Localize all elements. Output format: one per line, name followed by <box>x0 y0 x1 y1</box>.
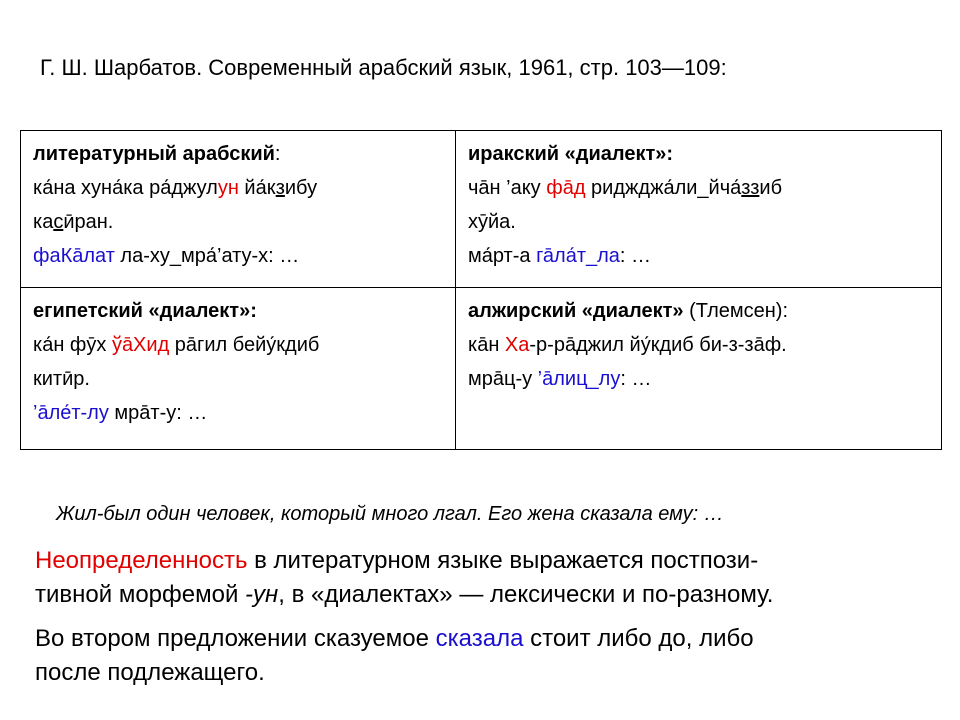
underlined-letter: зз <box>741 177 760 199</box>
cell-egyptian-dialect <box>21 288 456 450</box>
text-span: ра̄гил бейу́кдиб <box>169 334 320 356</box>
cell-iraqi-dialect <box>456 131 942 288</box>
text-span: ла-ху_мра́’ату-х: … <box>114 245 300 267</box>
highlight-red: Ха <box>504 334 530 356</box>
text-span: риджджа́ли_йча́ <box>585 177 742 199</box>
cell-title-line <box>468 294 931 328</box>
text-span: йа́к <box>238 177 276 199</box>
text-span: иб <box>759 177 783 199</box>
highlight-red: Неопределенность <box>35 547 248 574</box>
paragraph-line <box>35 622 754 656</box>
italic-morpheme: -ун <box>245 581 279 608</box>
example-line <box>33 239 445 273</box>
text-span: мра̄ц-у <box>468 368 538 390</box>
text-span: ма́рт-а <box>468 245 537 267</box>
example-line <box>33 205 445 239</box>
cell-title: иракский «диалект»: <box>468 143 674 165</box>
highlight-blue: фаКа̄лат <box>33 245 115 267</box>
example-line <box>33 171 445 205</box>
underlined-letter: с <box>53 211 64 233</box>
text-span: в литературном языке выражается постпози- <box>247 547 759 574</box>
text-span: , в «диалектах» — лексически и по-разному. <box>278 581 774 608</box>
example-line: хӯйа. <box>468 211 516 233</box>
example-line <box>468 328 931 362</box>
paragraph-line <box>35 544 773 578</box>
cell-title: египетский «диалект»: <box>33 300 257 322</box>
text-span: ча̄н ’аку <box>468 177 547 199</box>
highlight-red: ун <box>217 177 239 199</box>
example-line <box>468 362 931 396</box>
cell-literary-arabic <box>21 131 456 288</box>
text-span: : … <box>619 245 652 267</box>
text-span: ка́на хуна́ка ра́джул <box>33 177 218 199</box>
underlined-letter: з <box>275 177 285 199</box>
cell-algerian-dialect <box>456 288 942 450</box>
highlight-red: фа̄д <box>546 177 586 199</box>
text-span: ка̄н <box>468 334 505 356</box>
paragraph-line: после подлежащего. <box>35 659 265 686</box>
table-row <box>21 288 942 450</box>
paragraph-indefiniteness <box>35 544 773 612</box>
example-line <box>468 171 931 205</box>
example-line: китӣр. <box>33 368 90 390</box>
text-span: ӣран. <box>63 211 114 233</box>
text-span: мра̄т-у: … <box>108 402 208 424</box>
text-span: : … <box>620 368 652 390</box>
highlight-red: ўа̄Хид <box>111 334 170 356</box>
highlight-blue: сказала <box>435 625 524 652</box>
text-span: ка <box>33 211 54 233</box>
cell-title-suffix: (Тлемсен): <box>683 300 788 322</box>
cell-title: литературный арабский <box>33 143 275 165</box>
cell-title-suffix: : <box>274 143 281 165</box>
text-span: Во втором предложении сказуемое <box>35 625 436 652</box>
text-span: ибу <box>284 177 318 199</box>
text-span: тивной морфемой <box>35 581 246 608</box>
highlight-blue: ’а̄лиц_лу <box>537 368 621 390</box>
dialects-table <box>20 130 942 450</box>
translation-text: Жил-был один человек, который много лгал. Его жена сказала ему: … <box>56 503 724 525</box>
paragraph-line <box>35 578 773 612</box>
text-span: ка́н фӯх <box>33 334 112 356</box>
highlight-blue: га̄ла́т_ла <box>536 245 620 267</box>
text-span: стоит либо до, либо <box>523 625 754 652</box>
cell-title-line <box>33 137 445 171</box>
text-span: -р-ра̄джил йу́кдиб би-з-за̄ф. <box>529 334 787 356</box>
highlight-blue: ’а̄ле́т-лу <box>33 402 109 424</box>
example-line <box>33 328 445 362</box>
example-line <box>468 239 931 273</box>
cell-title: алжирский «диалект» <box>468 300 684 322</box>
table-row <box>21 131 942 288</box>
citation-header: Г. Ш. Шарбатов. Современный арабский язык, 1961, стр. 103—109: <box>40 55 727 80</box>
paragraph-predicate <box>35 622 754 690</box>
example-line <box>33 396 445 430</box>
